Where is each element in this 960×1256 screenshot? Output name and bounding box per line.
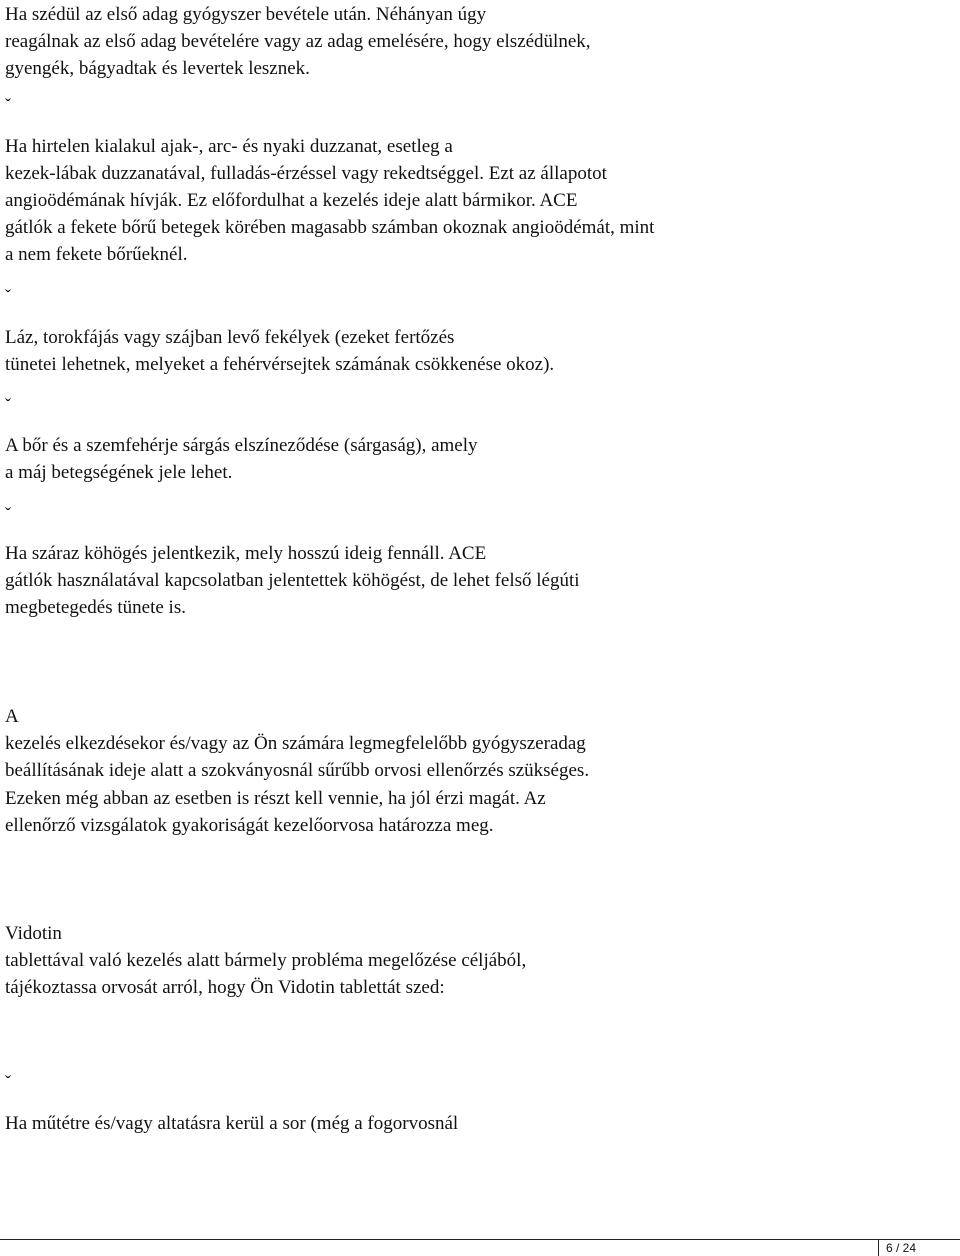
text-line: Vidotin — [5, 923, 62, 944]
text-line: Ha szédül az első adag gyógyszer bevétele után. Néhányan úgy — [5, 4, 487, 25]
text-line: Ha száraz köhögés jelentkezik, mely hosszú ideig fennáll. ACE — [5, 543, 487, 564]
text-line: ellenőrző vizsgálatok gyakoriságát kezelőorvosa határozza meg. — [5, 815, 494, 836]
text-line: gátlók használatával kapcsolatban jelentettek köhögést, de lehet felső légúti — [5, 570, 580, 591]
text-line: Ezeken még abban az esetben is részt kell vennie, ha jól érzi magát. Az — [5, 788, 546, 809]
page-number: 6 / 24 — [886, 1241, 917, 1255]
text-line: Ha műtétre és/vagy altatásra kerül a sor (még a fogorvosnál — [5, 1113, 459, 1134]
text-line: angioödémának hívják. Ez előfordulhat a kezelés ideje alatt bármikor. ACE — [5, 190, 578, 211]
text-line: A bőr és a szemfehérje sárgás elszíneződése (sárgaság), amely — [5, 435, 478, 456]
text-line: reagálnak az első adag bevételére vagy az adag emelésére, hogy elszédülnek, — [5, 31, 591, 52]
bullet-marker: ˇ — [5, 504, 11, 524]
text-line: Ha hirtelen kialakul ajak-, arc- és nyaki duzzanat, esetleg a — [5, 136, 453, 157]
text-line: tablettával való kezelés alatt bármely probléma megelőzése céljából, — [5, 950, 527, 971]
text-line: a nem fekete bőrűeknél. — [5, 244, 188, 265]
bullet-marker: ˇ — [5, 1072, 11, 1092]
footer-rule — [0, 1239, 960, 1240]
text-line: A — [5, 706, 19, 727]
bullet-marker: ˇ — [5, 95, 11, 115]
bullet-marker: ˇ — [5, 286, 11, 306]
text-line: gyengék, bágyadtak és levertek lesznek. — [5, 58, 310, 79]
text-line: megbetegedés tünete is. — [5, 597, 186, 618]
text-line: Láz, torokfájás vagy szájban levő fekélyek (ezeket fertőzés — [5, 327, 455, 348]
text-line: kezelés elkezdésekor és/vagy az Ön számára legmegfelelőbb gyógyszeradag — [5, 733, 586, 754]
footer-divider — [878, 1239, 879, 1256]
text-line: gátlók a fekete bőrű betegek körében magasabb számban okoznak angioödémát, mint — [5, 217, 655, 238]
text-line: tájékoztassa orvosát arról, hogy Ön Vidotin tablettát szed: — [5, 977, 445, 998]
text-line: tünetei lehetnek, melyeket a fehérvérsejtek számának csökkenése okoz). — [5, 354, 555, 375]
text-line: a máj betegségének jele lehet. — [5, 462, 233, 483]
text-line: beállításának ideje alatt a szokványosnál sűrűbb orvosi ellenőrzés szükséges. — [5, 760, 590, 781]
text-line: kezek-lábak duzzanatával, fulladás-érzéssel vagy rekedtséggel. Ezt az állapotot — [5, 163, 607, 184]
bullet-marker: ˇ — [5, 395, 11, 415]
